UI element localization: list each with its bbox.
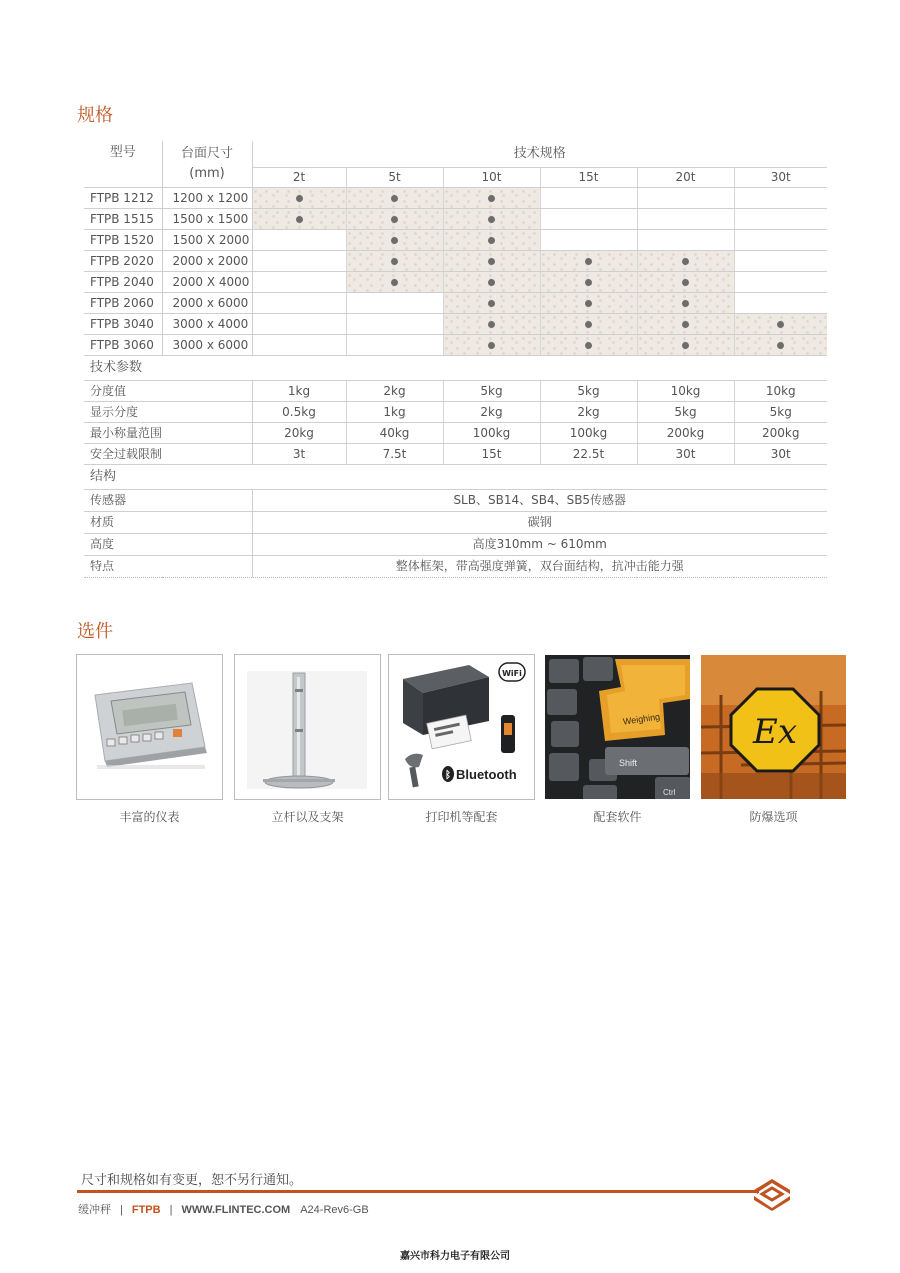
available-dot-icon — [296, 216, 303, 223]
availability-cell — [443, 230, 540, 251]
availability-cell — [252, 335, 346, 356]
option-ex-proof — [700, 654, 847, 824]
model-cell: FTPB 2040 — [84, 272, 162, 293]
svg-text:Shift: Shift — [619, 758, 638, 768]
available-dot-icon — [777, 321, 784, 328]
availability-cell — [540, 314, 637, 335]
structure-value: 高度310mm ~ 610mm — [252, 534, 827, 556]
ex-proof-icon — [701, 655, 847, 800]
param-row — [84, 423, 827, 444]
model-cell: FTPB 2020 — [84, 251, 162, 272]
size-cell: 1500 x 1500 — [162, 209, 252, 230]
structure-title: 结构 — [84, 465, 827, 490]
option-label: 配套软件 — [593, 810, 642, 824]
available-dot-icon — [488, 321, 495, 328]
availability-cell — [346, 314, 443, 335]
footer-info: 缓冲秤 | FTPB | WWW.FLINTEC.COM A24-Rev6-GB — [78, 1204, 369, 1216]
available-dot-icon — [682, 342, 689, 349]
table-row — [84, 335, 827, 356]
svg-text:WiFi: WiFi — [502, 669, 522, 678]
bluetooth-icon — [442, 766, 517, 782]
flintec-logo-icon — [752, 1176, 794, 1212]
param-label: 最小称量范围 — [84, 423, 252, 444]
availability-cell — [443, 335, 540, 356]
structure-label: 传感器 — [84, 490, 252, 512]
size-header — [162, 141, 252, 188]
available-dot-icon — [488, 195, 495, 202]
param-row — [84, 402, 827, 423]
availability-cell — [443, 272, 540, 293]
param-value: 15t — [443, 444, 540, 465]
size-cell: 2000 x 6000 — [162, 293, 252, 314]
available-dot-icon — [488, 237, 495, 244]
param-value: 30t — [637, 444, 734, 465]
param-value: 100kg — [443, 423, 540, 444]
footer-disclaimer: 尺寸和规格如有变更，恕不另行通知。 — [81, 1173, 303, 1188]
availability-cell — [734, 293, 827, 314]
available-dot-icon — [488, 300, 495, 307]
param-label: 分度值 — [84, 381, 252, 402]
available-dot-icon — [391, 195, 398, 202]
availability-cell — [734, 230, 827, 251]
availability-cell — [540, 209, 637, 230]
param-value: 200kg — [637, 423, 734, 444]
indicator-icon — [77, 655, 222, 799]
availability-cell — [637, 314, 734, 335]
tech-spec-header: 技术规格 — [252, 141, 827, 168]
size-header-line1: 台面尺寸 — [180, 146, 233, 161]
availability-cell — [346, 230, 443, 251]
table-row — [84, 251, 827, 272]
table-row — [84, 314, 827, 335]
structure-row — [84, 490, 827, 512]
table-row — [84, 293, 827, 314]
pole-stand-icon — [235, 655, 380, 799]
param-value: 2kg — [346, 381, 443, 402]
model-cell: FTPB 2060 — [84, 293, 162, 314]
availability-cell — [734, 251, 827, 272]
indicator-image — [76, 654, 223, 800]
availability-cell — [734, 209, 827, 230]
option-indicator — [76, 654, 223, 824]
available-dot-icon — [488, 216, 495, 223]
availability-cell — [252, 251, 346, 272]
option-printer — [388, 654, 535, 824]
availability-cell — [734, 188, 827, 209]
wifi-icon — [499, 663, 525, 681]
param-value: 40kg — [346, 423, 443, 444]
availability-cell — [346, 209, 443, 230]
availability-cell — [734, 314, 827, 335]
svg-text:Bluetooth: Bluetooth — [456, 767, 517, 782]
footer-product-type: 缓冲秤 — [78, 1204, 111, 1216]
param-value: 2kg — [443, 402, 540, 423]
availability-cell — [252, 188, 346, 209]
footer-revision: A24-Rev6-GB — [300, 1204, 369, 1216]
availability-cell — [540, 335, 637, 356]
available-dot-icon — [585, 258, 592, 265]
availability-cell — [346, 272, 443, 293]
param-row — [84, 381, 827, 402]
capacity-header: 2t — [252, 168, 346, 188]
available-dot-icon — [488, 258, 495, 265]
param-value: 0.5kg — [252, 402, 346, 423]
structure-row — [84, 534, 827, 556]
capacity-header: 10t — [443, 168, 540, 188]
size-cell: 2000 x 2000 — [162, 251, 252, 272]
param-rows — [84, 356, 827, 465]
availability-cell — [252, 314, 346, 335]
available-dot-icon — [585, 300, 592, 307]
structure-value: 整体框架，带高强度弹簧，双台面结构，抗冲击能力强 — [252, 556, 827, 578]
model-header: 型号 — [84, 141, 162, 188]
availability-cell — [540, 293, 637, 314]
size-cell: 3000 x 6000 — [162, 335, 252, 356]
structure-label: 高度 — [84, 534, 252, 556]
option-label: 立杆以及支架 — [271, 810, 344, 824]
capacity-header: 15t — [540, 168, 637, 188]
available-dot-icon — [488, 279, 495, 286]
availability-cell — [637, 335, 734, 356]
availability-cell — [540, 251, 637, 272]
footer-divider — [77, 1190, 759, 1193]
available-dot-icon — [777, 342, 784, 349]
param-value: 20kg — [252, 423, 346, 444]
availability-cell — [346, 293, 443, 314]
param-value: 30t — [734, 444, 827, 465]
param-value: 1kg — [252, 381, 346, 402]
structure-row — [84, 556, 827, 578]
printer-image — [388, 654, 535, 800]
software-image — [544, 654, 691, 800]
options-section-title: 选件 — [77, 621, 113, 642]
param-value: 5kg — [443, 381, 540, 402]
params-title: 技术参数 — [84, 356, 827, 381]
size-cell: 1200 x 1200 — [162, 188, 252, 209]
param-value: 2kg — [540, 402, 637, 423]
availability-cell — [637, 188, 734, 209]
structure-rows — [84, 465, 827, 578]
param-value: 10kg — [637, 381, 734, 402]
svg-text:Ex: Ex — [753, 712, 797, 752]
param-value: 5kg — [540, 381, 637, 402]
param-value: 7.5t — [346, 444, 443, 465]
model-cell: FTPB 1515 — [84, 209, 162, 230]
size-cell: 3000 x 4000 — [162, 314, 252, 335]
svg-text:Ctrl: Ctrl — [663, 788, 676, 797]
table-row — [84, 209, 827, 230]
available-dot-icon — [391, 279, 398, 286]
size-cell: 2000 X 4000 — [162, 272, 252, 293]
available-dot-icon — [585, 321, 592, 328]
param-value: 10kg — [734, 381, 827, 402]
availability-cell — [346, 188, 443, 209]
availability-cell — [443, 251, 540, 272]
availability-cell — [252, 209, 346, 230]
param-value: 200kg — [734, 423, 827, 444]
printer-icon — [389, 655, 534, 799]
option-pole-stand — [234, 654, 381, 824]
option-label: 防爆选项 — [749, 810, 798, 824]
keyboard-icon — [545, 655, 691, 800]
option-software — [544, 654, 691, 824]
available-dot-icon — [391, 258, 398, 265]
available-dot-icon — [585, 279, 592, 286]
param-value: 100kg — [540, 423, 637, 444]
availability-cell — [637, 293, 734, 314]
size-cell: 1500 X 2000 — [162, 230, 252, 251]
availability-cell — [540, 188, 637, 209]
model-cell: FTPB 3060 — [84, 335, 162, 356]
svg-text:ᛒ: ᛒ — [445, 770, 451, 781]
param-row — [84, 444, 827, 465]
available-dot-icon — [488, 342, 495, 349]
pole-stand-image — [234, 654, 381, 800]
param-label: 显示分度 — [84, 402, 252, 423]
available-dot-icon — [682, 321, 689, 328]
availability-cell — [637, 251, 734, 272]
availability-cell — [443, 293, 540, 314]
availability-cell — [734, 272, 827, 293]
option-label: 打印机等配套 — [425, 810, 498, 824]
table-row — [84, 230, 827, 251]
availability-cell — [540, 230, 637, 251]
structure-label: 特点 — [84, 556, 252, 578]
param-value: 22.5t — [540, 444, 637, 465]
param-value: 5kg — [734, 402, 827, 423]
param-label: 安全过载限制 — [84, 444, 252, 465]
availability-cell — [443, 188, 540, 209]
ex-proof-image — [700, 654, 847, 800]
available-dot-icon — [296, 195, 303, 202]
footer-website-link[interactable]: WWW.FLINTEC.COM — [181, 1204, 291, 1216]
model-rows — [84, 188, 827, 356]
availability-cell — [443, 314, 540, 335]
model-cell: FTPB 3040 — [84, 314, 162, 335]
structure-row — [84, 512, 827, 534]
param-value: 1kg — [346, 402, 443, 423]
availability-cell — [637, 230, 734, 251]
model-cell: FTPB 1212 — [84, 188, 162, 209]
availability-cell — [637, 272, 734, 293]
svg-text:Weighing: Weighing — [622, 711, 661, 727]
size-header-line2: (mm) — [189, 166, 225, 181]
model-cell: FTPB 1520 — [84, 230, 162, 251]
capacity-header: 5t — [346, 168, 443, 188]
capacity-header: 20t — [637, 168, 734, 188]
availability-cell — [346, 251, 443, 272]
table-row — [84, 188, 827, 209]
spec-section-title: 规格 — [77, 105, 113, 126]
available-dot-icon — [391, 237, 398, 244]
availability-cell — [637, 209, 734, 230]
table-row — [84, 272, 827, 293]
company-name: 嘉兴市科力电子有限公司 — [400, 1251, 510, 1262]
availability-cell — [252, 293, 346, 314]
available-dot-icon — [585, 342, 592, 349]
param-value: 3t — [252, 444, 346, 465]
availability-cell — [252, 272, 346, 293]
available-dot-icon — [682, 300, 689, 307]
availability-cell — [540, 272, 637, 293]
availability-cell — [734, 335, 827, 356]
availability-cell — [252, 230, 346, 251]
structure-value: 碳钢 — [252, 512, 827, 534]
available-dot-icon — [682, 279, 689, 286]
structure-label: 材质 — [84, 512, 252, 534]
spec-table — [84, 141, 827, 578]
footer-product: FTPB — [131, 1204, 161, 1216]
availability-cell — [443, 209, 540, 230]
param-value: 5kg — [637, 402, 734, 423]
capacity-header: 30t — [734, 168, 827, 188]
available-dot-icon — [682, 258, 689, 265]
option-label: 丰富的仪表 — [119, 810, 180, 824]
structure-value: SLB、SB14、SB4、SB5传感器 — [252, 490, 827, 512]
available-dot-icon — [391, 216, 398, 223]
availability-cell — [346, 335, 443, 356]
